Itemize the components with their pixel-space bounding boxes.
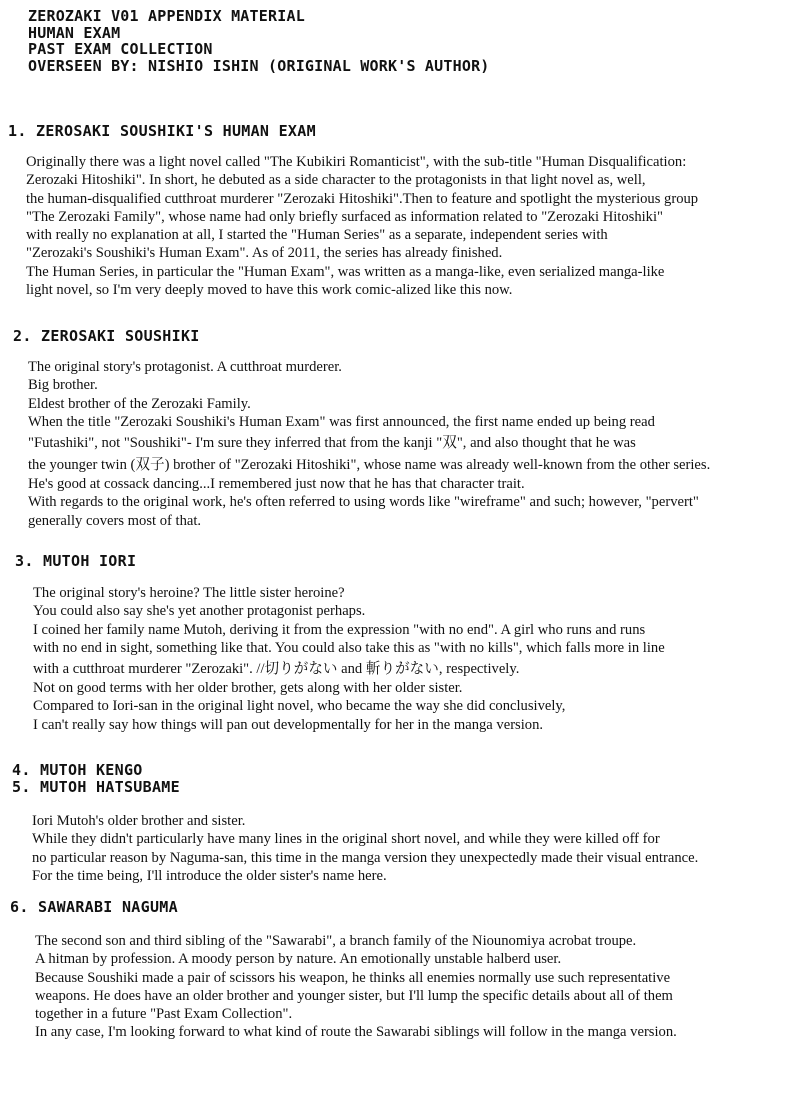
body-line: A hitman by profession. A moody person by nature. An emotionally unstable halberd user. xyxy=(35,951,562,968)
body-line: The Human Series, in particular the "Human Exam", was written as a manga-like, even serialized manga-like xyxy=(26,263,665,280)
body-line: With regards to the original work, he's often referred to using words like "wireframe" and such; however, "pervert" xyxy=(28,494,699,511)
body-line: The original story's heroine? The little sister heroine? xyxy=(33,585,345,601)
body-line: "Futashiki", not "Soushiki"- I'm sure they inferred that from the kanji "双", and also thought that he was xyxy=(28,435,636,452)
body-line: "Zerozaki's Soushiki's Human Exam". As of 2011, the series has already finished. xyxy=(26,245,503,262)
body-line: For the time being, I'll introduce the older sister's name here. xyxy=(32,867,387,884)
body-line: with really no explanation at all, I started the "Human Series" as a separate, independent series with xyxy=(26,227,608,244)
body-line: with no end in sight, something like that. You could also take this as "with no kills", which falls more in line xyxy=(33,639,665,656)
body-line: You could also say she's yet another protagonist perhaps. xyxy=(33,603,366,620)
body-line: Iori Mutoh's older brother and sister. xyxy=(32,813,246,829)
body-line: Compared to Iori-san in the original light novel, who became the way she did conclusively, xyxy=(33,698,566,715)
body-line: together in a future "Past Exam Collection". xyxy=(35,1006,293,1023)
body-line: Not on good terms with her older brother, gets along with her older sister. xyxy=(33,680,463,697)
body-line: The original story's protagonist. A cutthroat murderer. xyxy=(28,359,342,375)
body-line: with a cutthroat murderer "Zerozaki". //切りがない and 斬りがない, respectively. xyxy=(33,661,520,678)
body-line: the human-disqualified cutthroat murderer "Zerozaki Hitoshiki".Then to feature and spotlight the mysterious group xyxy=(26,190,699,207)
body-line: In any case, I'm looking forward to what kind of route the Sawarabi siblings will follow in the manga version. xyxy=(35,1024,677,1041)
body-line: While they didn't particularly have many lines in the original short novel, and while they were killed off for xyxy=(32,831,660,848)
section-5-title: 5. MUTOH HATSUBAME xyxy=(12,778,180,796)
header-line: OVERSEEN BY: NISHIO ISHIN (ORIGINAL WORK'S AUTHOR) xyxy=(28,56,490,75)
body-line: Because Soushiki made a pair of scissors his weapon, he thinks all enemies normally use such representative xyxy=(35,969,671,986)
body-line: generally covers most of that. xyxy=(28,512,202,529)
body-line: weapons. He does have an older brother and younger sister, but I'll lump the specific details about all of them xyxy=(35,987,673,1004)
body-line: no particular reason by Naguma-san, this time in the manga version they unexpectedly made their visual entrance. xyxy=(32,849,699,866)
page-header xyxy=(28,8,490,74)
body-line: Zerozaki Hitoshiki". In short, he debuted as a side character to the protagonists in that light novel as, well, xyxy=(26,172,646,189)
body-line: "The Zerozaki Family", whose name had only briefly surfaced as information related to "Zerozaki Hitoshiki" xyxy=(26,208,663,225)
section-4-title: 4. MUTOH KENGO xyxy=(12,761,143,779)
header-line: ZEROZAKI V01 APPENDIX MATERIAL xyxy=(28,7,305,25)
body-line: Big brother. xyxy=(28,377,98,394)
body-line: The second son and third sibling of the "Sawarabi", a branch family of the Niounomiya acrobat troupe. xyxy=(35,933,637,949)
section-1-body xyxy=(26,153,698,299)
body-line: Originally there was a light novel called "The Kubikiri Romanticist", with the sub-title "Human Disqualification: xyxy=(26,154,687,170)
section-3-body xyxy=(33,584,665,734)
section-3-title: 3. MUTOH IORI xyxy=(15,552,137,570)
body-line: When the title "Zerozaki Soushiki's Human Exam" was first announced, the first name ended up being read xyxy=(28,413,655,430)
section-1-title: 1. ZEROSAKI SOUSHIKI'S HUMAN EXAM xyxy=(8,122,316,140)
body-line: the younger twin (双子) brother of "Zerozaki Hitoshiki", whose name was already well-known from the other series. xyxy=(28,457,711,474)
body-line: He's good at cossack dancing...I remembered just now that he has that character trait. xyxy=(28,476,525,493)
body-line: Eldest brother of the Zerozaki Family. xyxy=(28,395,251,412)
header-line: HUMAN EXAM xyxy=(28,23,121,42)
section-6-title: 6. SAWARABI NAGUMA xyxy=(10,898,178,916)
body-line: light novel, so I'm very deeply moved to have this work comic-alized like this now. xyxy=(26,282,513,299)
section-4-5-body xyxy=(32,812,698,885)
body-line: I coined her family name Mutoh, deriving it from the expression "with no end". A girl who runs and runs xyxy=(33,621,646,638)
header-line: PAST EXAM COLLECTION xyxy=(28,40,213,58)
section-2-title: 2. ZEROSAKI SOUSHIKI xyxy=(13,327,200,345)
section-6-body xyxy=(35,932,677,1042)
section-2-body xyxy=(28,358,710,530)
body-line: I can't really say how things will pan out developmentally for her in the manga version. xyxy=(33,716,544,733)
